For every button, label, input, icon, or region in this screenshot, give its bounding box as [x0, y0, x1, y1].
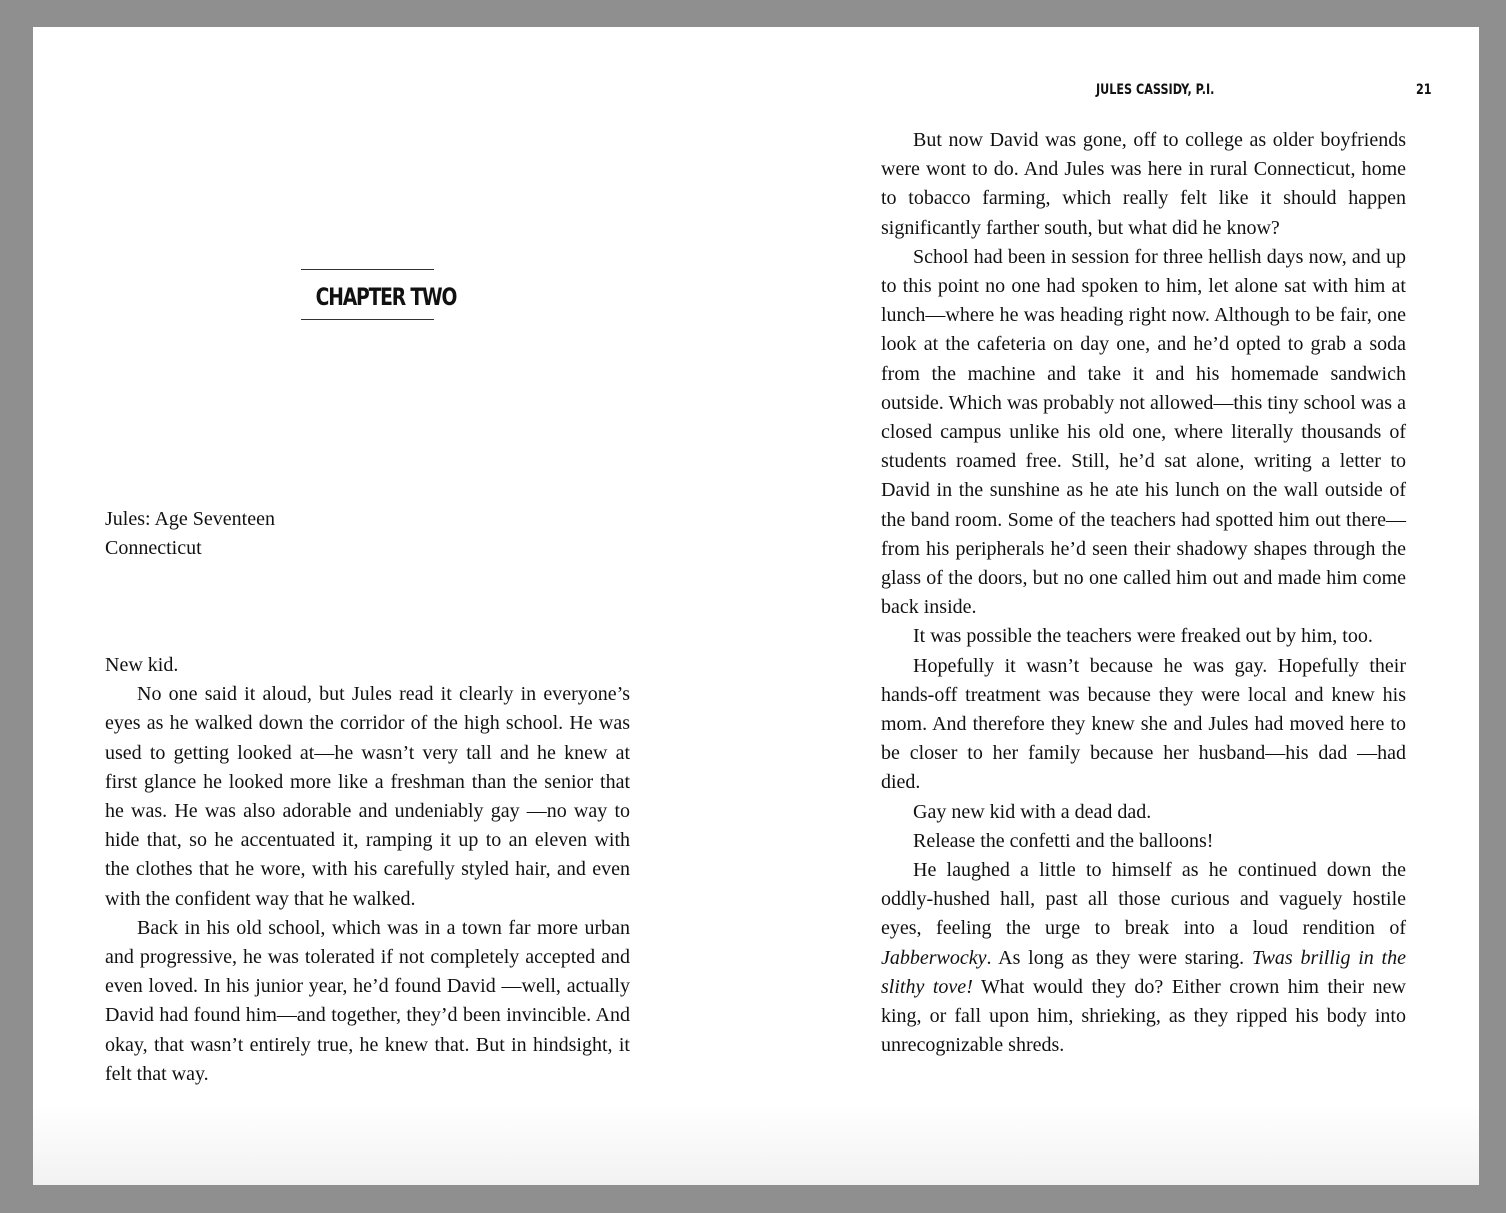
left-page — [33, 27, 756, 1185]
left-body-text — [105, 651, 630, 1089]
italic-quote: Twas brillig in the slithy tove! — [881, 946, 1406, 998]
text-run: What would they do? Either crown him their new king, or fall upon him, shrieking, as they ripped his body into unrecognizable shreds. — [881, 975, 1406, 1057]
book-spread — [33, 27, 1479, 1185]
chapter-title: CHAPTER TWO — [315, 283, 457, 311]
subhead-location: Connecticut — [105, 537, 202, 559]
paragraph: Gay new kid with a dead dad. — [913, 800, 1152, 823]
paragraph-final — [881, 856, 1406, 1060]
right-body-text — [881, 126, 1406, 1061]
page-number: 21 — [1416, 82, 1432, 98]
paragraph: School had been in session for three hellish days now, and up to this point no one had spoken to him, let alone sat with him at lunch—where he was heading right now. Although to be fair, one look at the cafeteria on day one, and he’d opted to grab a soda from the machine and take it and his homemade sandwich outside. Which was probably not allowed—this tiny school was a closed campus unlike his old one, where literally thousands of students roamed free. Still, he’d sat alone, writing a letter to David in the sunshine as he ate his lunch on the wall outside of the band room. Some of the teachers had spotted him out there—from his peripherals he’d seen their shadowy shapes through the glass of the doors, but no one called him out and made him come back inside. — [881, 245, 1406, 619]
subhead-character-age: Jules: Age Seventeen — [105, 508, 275, 530]
text-run: He laughed a little to himself as he continued down the oddly-hushed hall, past all those curious and vaguely hostile eyes, feeling the urge to break into a loud rendition of — [881, 859, 1406, 940]
paragraph: It was possible the teachers were freaked out by him, too. — [913, 625, 1373, 648]
right-page — [756, 27, 1479, 1185]
paragraph: Release the confetti and the balloons! — [913, 829, 1214, 852]
text-run: . As long as they were staring. — [986, 946, 1252, 969]
italic-title: Jabberwocky — [881, 946, 987, 969]
paragraph: But now David was gone, off to college as older boyfriends were wont to do. And Jules was here in rural Connecticut, home to tobacco farming, which really felt like it should happen significantly farther south, but what did he know? — [881, 129, 1406, 239]
chapter-subhead — [105, 505, 275, 563]
paragraph: Hopefully it wasn’t because he was gay. Hopefully their hands-off treatment was because they were local and knew his mom. And therefore they knew she and Jules had moved here to be closer to her family because her husband—his dad —had died. — [881, 654, 1406, 794]
paragraph: Back in his old school, which was in a town far more urban and progressive, he was tolerated if not completely accepted and even loved. In his junior year, he’d found David —well, actually David had found him—and together, they’d been invincible. And okay, that wasn’t entirely true, he knew that. But in hindsight, it felt that way. — [105, 916, 630, 1085]
paragraph: New kid. — [105, 654, 179, 676]
running-head-title: JULES CASSIDY, P.I. — [1096, 82, 1215, 98]
chapter-heading — [301, 269, 457, 320]
paragraph: No one said it aloud, but Jules read it clearly in everyone’s eyes as he walked down the corridor of the high school. He was used to getting looked at—he wasn’t very tall and he knew at first glance he looked more like a freshman than the senior that he was. He was also adorable and undeniably gay —no way to hide that, so he accentuated it, ramping it up to an eleven with the clothes that he wore, with his carefully styled hair, and even with the confident way that he walked. — [105, 683, 630, 910]
